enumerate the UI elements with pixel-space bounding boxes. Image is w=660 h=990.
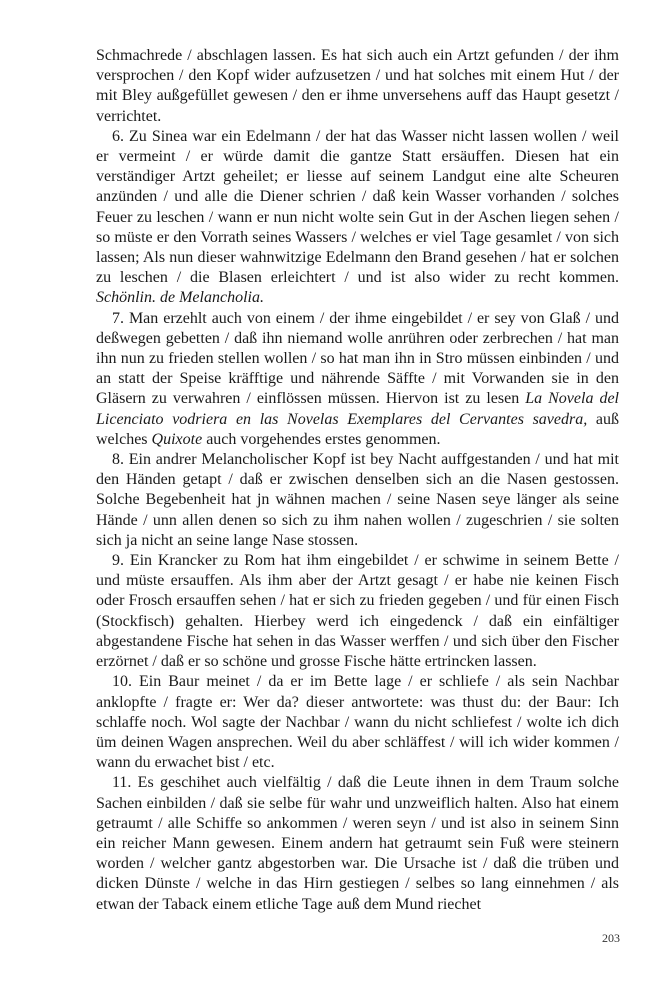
text-run: auch vorgehendes erstes genommen. — [202, 430, 441, 448]
paragraph — [96, 773, 619, 914]
text-run: 10. Ein Baur meinet / da er im Bette lage / er schliefe / als sein Nachbar anklopfte / fragte er: Wer da? dieser antwortete: was thust du: der Baur: Ich schlaffe noch. Wol sagte der Nachbar / wann du nicht schliefest / wolte ich dich üm deinen Wagen ansprechen. Weil du aber schläffest / will ich wider kommen / wann du erwachet bist / etc. — [96, 673, 619, 772]
text-run: 6. Zu Sinea war ein Edelmann / der hat das Wasser nicht lassen wollen / weil er vermeint / er würde damit die gantze Statt ersäuffen. Diesen hat ein verständiger Artzt geheilet; er liesse auf seinem Landgut eine alte Scheuren anzünden / und alle die Diener schrien / daß kein Wasser vorhanden / solches Feuer zu leschen / wann er nun nicht wolte sein Gut in der Aschen liegen sehen / so müste er den Vorrath seines Wassers / welches er viel Tage gesamlet / von sich lassen; Als nun dieser wahnwitzige Edelmann den Brand gesehen / hat er solchen zu leschen / die Blasen erleichtert / und ist also wider zu recht kommen. — [96, 127, 619, 287]
text-run: 11. Es geschihet auch vielfältig / daß die Leute ihnen in dem Traum solche Sachen einbilden / daß sie selbe für wahr und unzweiflich halten. Also hat einem getraumt / alle Schiffe so ankommen / weren seyn / und ist also in seinem Sinn ein reicher Mann gewesen. Einem andern hat getraumt sein Fuß were steinern worden / welcher gantz abgestorben war. Die Ursache ist / daß die trüben und dicken Dünste / welche in das Hirn gestiegen / selbes so lang einnehmen / als etwan der Taback einem etliche Tage auß dem Mund riechet — [96, 774, 619, 913]
text-run: 9. Ein Krancker zu Rom hat ihm eingebildet / er schwime in seinem Bette / und müste ersauffen. Als ihm aber der Artzt gesagt / er habe nie keinen Fisch oder Frosch ersauffen sehen / hat er sich zu frieden gegeben / und für einen Fisch (Stockfisch) gehalten. Hierbey werd ich eingedenck / daß ein einfältiger abgestandene Fische hat sehen in das Wasser werffen / und sich über den Fischer erzörnet / daß er so schöne und grosse Fische hätte ertrincken lassen. — [96, 552, 619, 671]
text-run: auß welches — [96, 410, 619, 448]
page-number: 203 — [602, 931, 620, 945]
paragraph — [96, 309, 619, 450]
italic-text: La Novela del Licenciato vodriera en las Novelas Exemplares del Cervantes savedra, — [96, 390, 620, 428]
text-run: 7. Man erzehlt auch von einem / der ihme eingebildet / er sey von Glaß / und deßwegen gebetten / daß ihn niemand wolle anrühren oder zerbrechen / hat man ihn nun zu frieden stellen wollen / so hat man ihn in Stro müssen einbinden / und an statt der Speise kräfftige und nährende Säffte / mit Vorwanden sie in den Gläsern zu verwahren / einflössen müssen. Hiervon ist zu lesen — [96, 309, 619, 408]
paragraph — [96, 551, 619, 672]
text-run: 8. Ein andrer Melancholischer Kopf ist bey Nacht auffgestanden / und hat mit den Händen getapt / daß er zwischen denselben sich an die Nasen gestossen. Solche Begebenheit hat jn wähnen machen / seine Nasen seye länger als seine Hände / unn allen denen so sich zu ihm nahen wollen / zugeschrien / sie solten sich ja nicht an seine lange Nase stossen. — [96, 451, 619, 549]
paragraph — [96, 450, 619, 551]
italic-text: Quixote — [151, 430, 203, 448]
paragraph — [96, 46, 619, 127]
paragraph — [96, 127, 619, 309]
body-text — [96, 46, 619, 915]
paragraph — [96, 672, 619, 773]
text-run: Schmachrede / abschlagen lassen. Es hat sich auch ein Artzt gefunden / der ihm versprochen / den Kopf wider aufzusetzen / und hat solches mit einem Hut / der mit Bley außgefüllet gewesen / den er ihme unversehens auff das Haupt gesetzt / verrichtet. — [96, 47, 619, 125]
italic-text: Schönlin. de Melancholia. — [96, 289, 264, 307]
